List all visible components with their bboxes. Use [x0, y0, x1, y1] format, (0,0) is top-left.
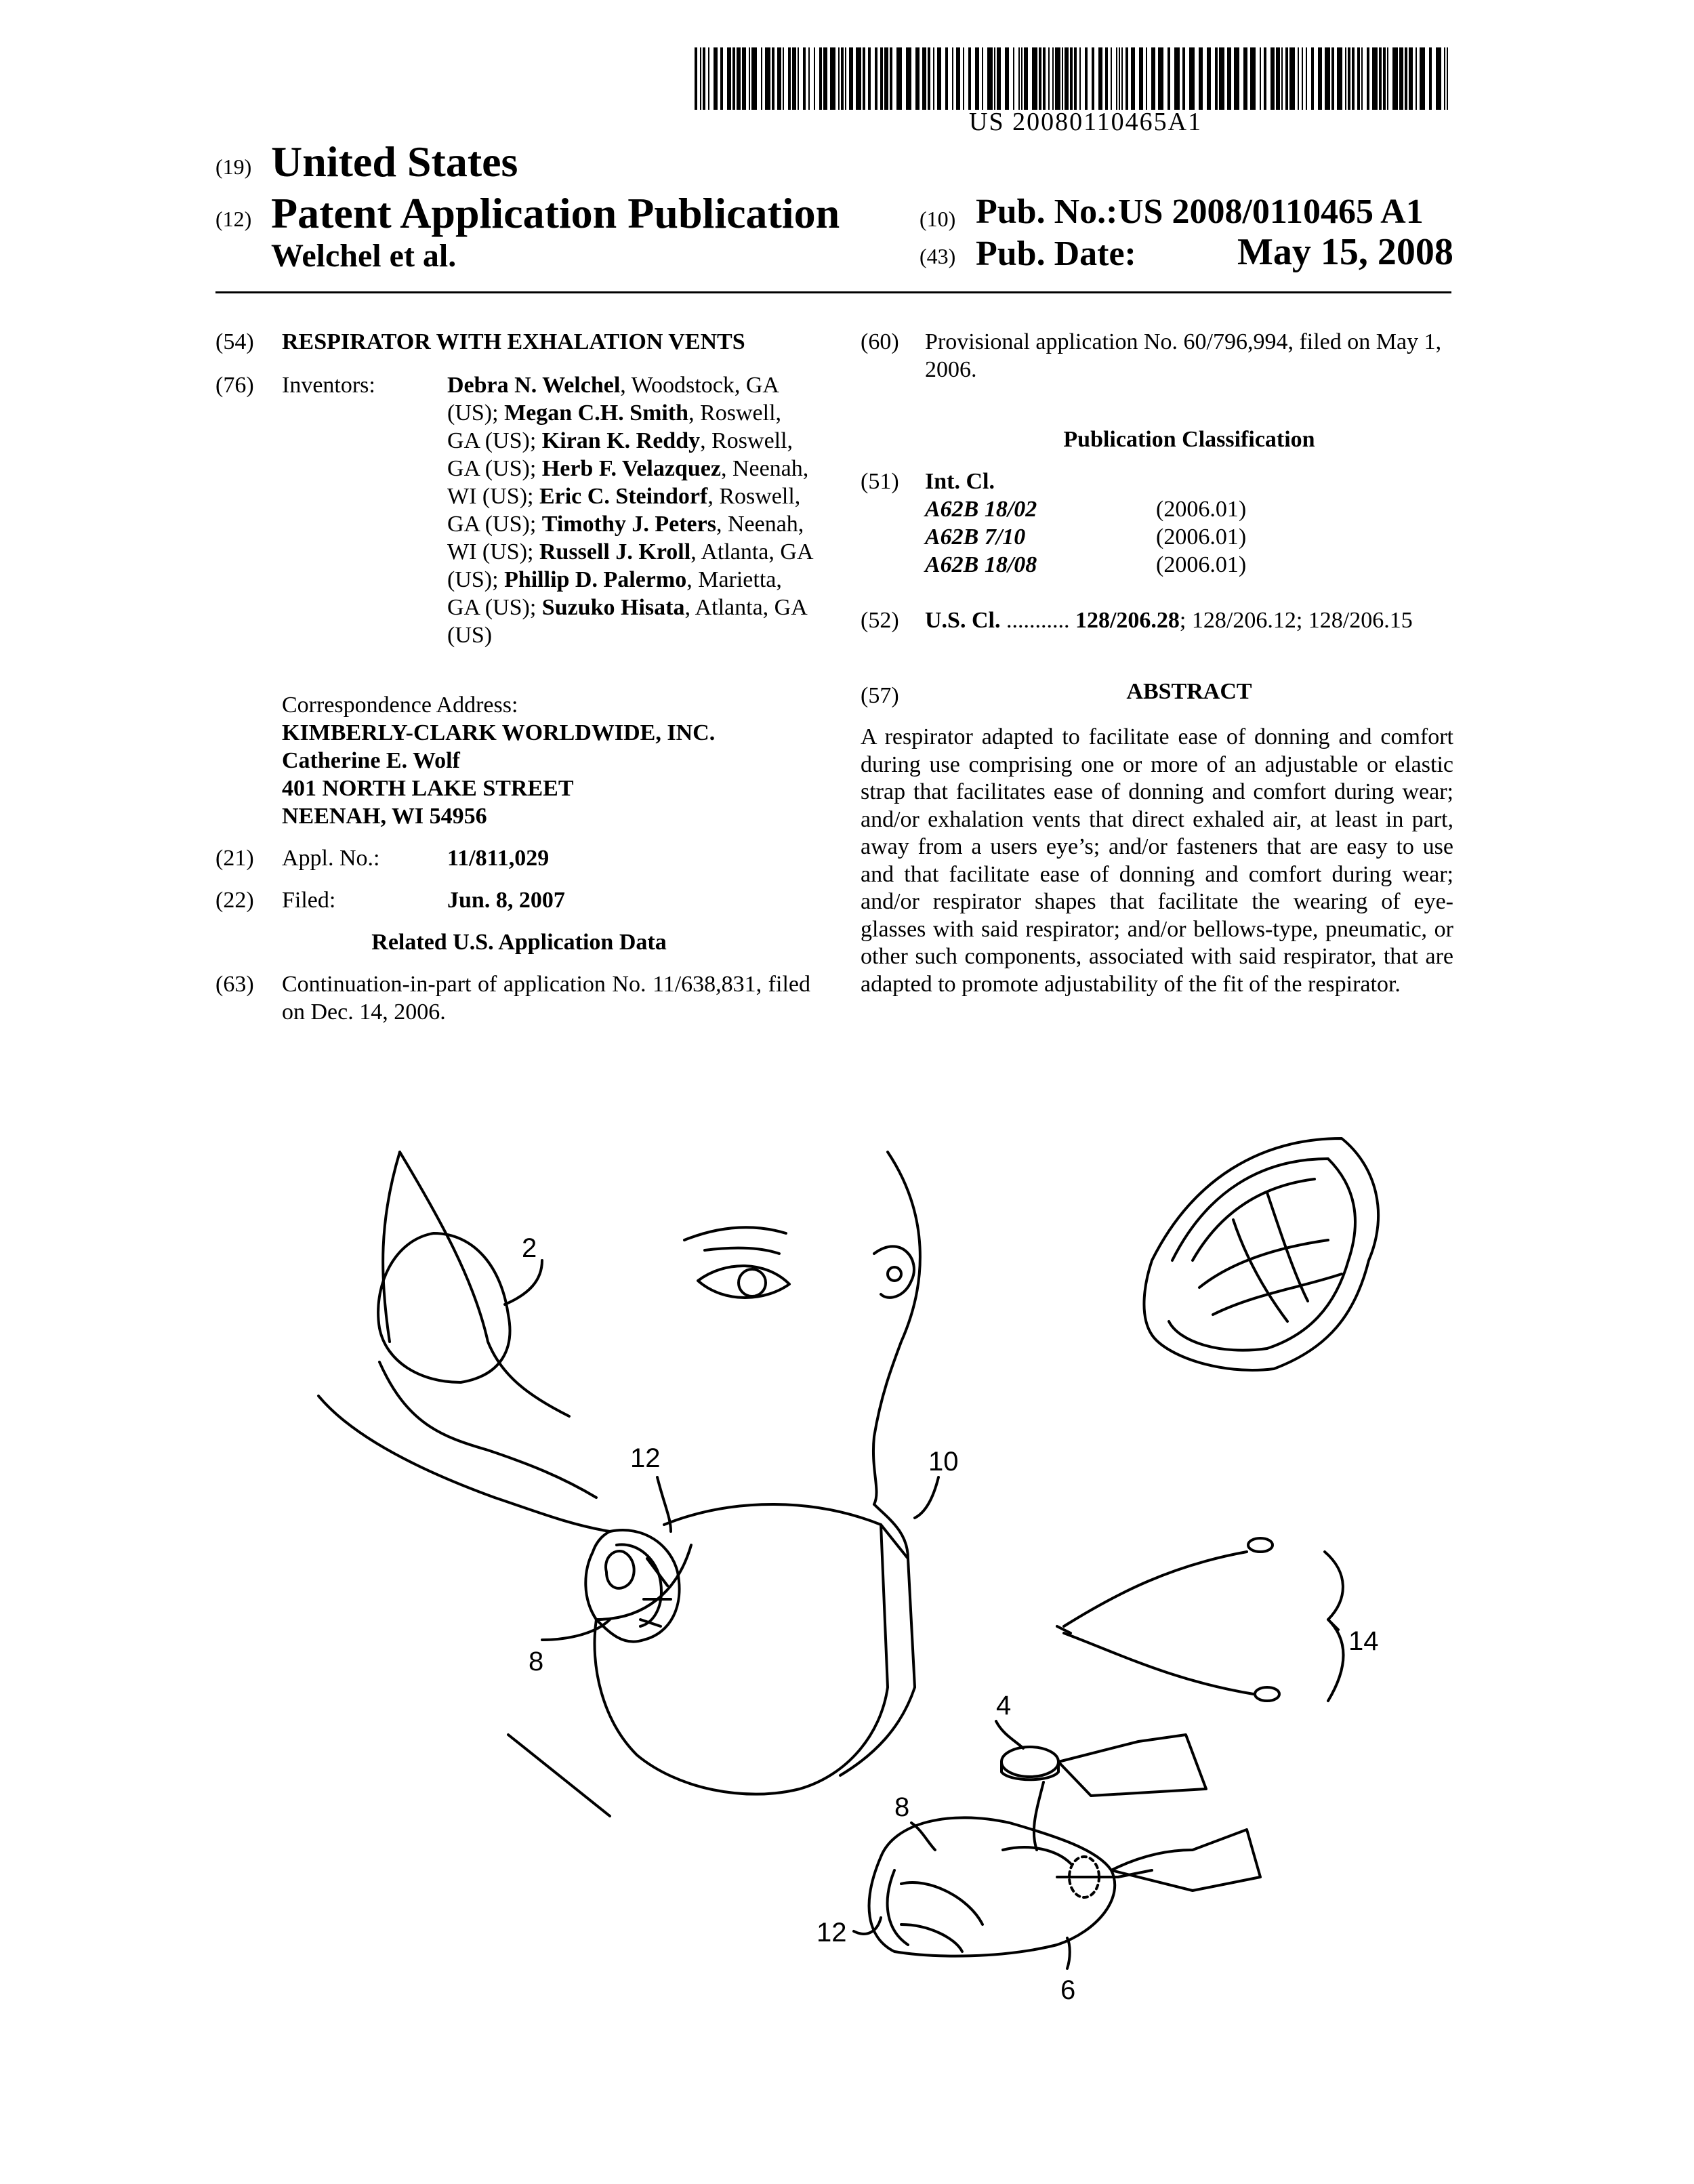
barcode-bar [1032, 47, 1037, 110]
barcode-bar [1337, 47, 1342, 110]
barcode-bar [906, 47, 911, 110]
barcode-bar [1318, 47, 1322, 110]
us-cl-main: 128/206.28 [1075, 608, 1180, 633]
pub-date-value: May 15, 2008 [1237, 231, 1453, 273]
inventor-name: Herb F. Velazquez [541, 456, 721, 481]
barcode-bar [1121, 47, 1123, 110]
correspondence-label: Correspondence Address: [282, 693, 518, 718]
barcode-bar [749, 47, 750, 110]
pub-no-value: US 2008/0110465 A1 [1118, 192, 1424, 231]
code-21: (21) [215, 846, 254, 871]
barcode-bar [700, 47, 701, 110]
us-cl-line [925, 606, 1413, 634]
code-51: (51) [861, 469, 899, 494]
inventor-location: , Neenah, WI (US); [447, 456, 809, 509]
barcode-bar [1146, 47, 1147, 110]
barcode-bar [830, 47, 835, 110]
barcode-bar [1070, 47, 1073, 110]
barcode-bar [880, 47, 883, 110]
code-43: (43) [920, 244, 956, 268]
inventor-location: , Atlanta, GA (US) [447, 595, 806, 648]
barcode-bar [772, 47, 774, 110]
inventor-name: Phillip D. Palermo [504, 567, 687, 592]
barcode-bar [1234, 47, 1239, 110]
classification-heading: Publication Classification [1063, 427, 1315, 452]
barcode-bar [814, 47, 815, 110]
barcode-bar [1325, 47, 1330, 110]
barcode-bar [1055, 47, 1060, 110]
code-19: (19) [215, 154, 252, 179]
barcode-bar [1039, 47, 1041, 110]
barcode-bar [1348, 47, 1350, 110]
inventor-name: Timothy J. Peters [541, 512, 716, 537]
barcode-bar [838, 47, 840, 110]
barcode-bar [975, 47, 979, 110]
barcode-bar [1062, 47, 1063, 110]
barcode-bar [1302, 47, 1303, 110]
barcode-bar [1189, 47, 1195, 110]
nose-wire-drawing [1057, 1538, 1344, 1701]
inventors-label: Inventors: [282, 373, 375, 398]
inventor-location: , Atlanta, GA (US); [447, 539, 812, 592]
barcode-bar [1024, 47, 1028, 110]
barcode-bar [1250, 47, 1256, 110]
barcode-bar [1298, 47, 1299, 110]
barcode-bar [1219, 47, 1224, 110]
barcode-bar [808, 47, 810, 110]
barcode-bar [798, 47, 799, 110]
abstract-text: A respirator adapted to facilitate ease of donning and comfort during use comprising one or more of an adjustable or elastic strap that facilitates ease of donning and comfort during wear; and/or exhalation vents that direct exhaled air, at least in part, away from a users eye’s; and/or fasteners that are easy to use and that facilitate ease of donning and comfort during wear; and/or respirator shapes that facilitate the wearing of eye-glasses with said respirator; and/or bellows-type, pneumatic, or other such components, associated with said respirator, that are adapted to promote adjustability of the fit of the respirator. [861, 724, 1453, 997]
ref-label-4: 4 [996, 1691, 1012, 1721]
authors: Welchel et al. [271, 238, 457, 274]
inventors-list [447, 371, 813, 649]
barcode-bar [1182, 47, 1185, 110]
pub-no-label: Pub. No.: [976, 192, 1118, 231]
int-cl-1: A62B 18/02 [925, 497, 1037, 522]
continuation-text: Continuation-in-part of application No. 11/638,831, filed on Dec. 14, 2006. [282, 972, 810, 1025]
barcode-bar [1021, 47, 1022, 110]
barcode-bar [783, 47, 784, 110]
barcode-bar [1416, 47, 1417, 110]
barcode-bar [956, 47, 960, 110]
barcode-bar [963, 47, 964, 110]
us-cl-label: U.S. Cl. [925, 608, 1001, 633]
barcode-bar [803, 47, 806, 110]
inventor-name: Russell J. Kroll [539, 539, 691, 564]
barcode-bar [997, 47, 1001, 110]
us-cl-dots: ........... [1006, 608, 1070, 633]
filed-value: Jun. 8, 2007 [447, 888, 565, 913]
inventor-name: Eric C. Steindorf [539, 484, 708, 509]
int-cl-1-year: (2006.01) [1156, 497, 1247, 522]
barcode-bar [1357, 47, 1360, 110]
barcode-bar [1379, 47, 1382, 110]
barcode-bar [714, 47, 718, 110]
inventor-location: , Roswell, GA (US); [447, 484, 801, 537]
barcode-bar [1168, 47, 1170, 110]
barcode-bar [1215, 47, 1218, 110]
barcode-bar [1260, 47, 1261, 110]
barcode-bar [1429, 47, 1432, 110]
barcode-bar [896, 47, 902, 110]
barcode-bar [1158, 47, 1163, 110]
barcode-bar [1043, 47, 1046, 110]
barcode-bar [1048, 47, 1050, 110]
inventor-name: Suzuko Hisata [541, 595, 685, 620]
int-cl-2: A62B 7/10 [925, 524, 1026, 550]
barcode-bar [1409, 47, 1413, 110]
barcode-bar [1092, 47, 1094, 110]
barcode-bar [823, 47, 827, 110]
barcode-bar [945, 47, 948, 110]
barcode-bar [788, 47, 791, 110]
folded-mask-drawing [1144, 1138, 1378, 1370]
inventor-location: , Woodstock, GA (US); [447, 373, 779, 426]
inventor-name: Megan C.H. Smith [504, 400, 689, 426]
barcode-bar [849, 47, 853, 110]
ref-label-8: 8 [529, 1647, 544, 1676]
barcode-bar [1345, 47, 1346, 110]
barcode-bar [922, 47, 926, 110]
barcode-bar [1074, 47, 1077, 110]
code-76: (76) [215, 373, 254, 398]
barcode-bar [1119, 47, 1120, 110]
barcode-bar [1105, 47, 1108, 110]
barcode-bar [695, 47, 697, 110]
barcode-bar [737, 47, 741, 110]
inventor-location: , Roswell, GA (US); [447, 400, 782, 453]
ref-label-14: 14 [1348, 1626, 1379, 1656]
abstract-heading: ABSTRACT [1126, 679, 1252, 704]
barcode-bar [1270, 47, 1275, 110]
barcode-bar [937, 47, 941, 110]
barcode-bar [777, 47, 781, 110]
int-cl-label: Int. Cl. [925, 469, 995, 494]
code-12: (12) [215, 207, 252, 231]
code-22: (22) [215, 888, 254, 913]
inventor-location: , Neenah, WI (US); [447, 512, 804, 564]
barcode-bar [968, 47, 971, 110]
barcode-bar [994, 47, 995, 110]
barcode-bar [708, 47, 709, 110]
barcode-bar [1383, 47, 1386, 110]
barcode-bar [1065, 47, 1069, 110]
ref-label-12-detail: 12 [817, 1918, 847, 1948]
barcode-bar [1207, 47, 1211, 110]
doc-type: Patent Application Publication [271, 189, 840, 237]
barcode-bar [1018, 47, 1020, 110]
pub-date-label: Pub. Date: [976, 234, 1136, 273]
barcode-bar [915, 47, 920, 110]
barcode-bar [1387, 47, 1388, 110]
corr-line-3: 401 NORTH LAKE STREET [282, 776, 574, 801]
barcode-bar [1243, 47, 1247, 110]
int-cl-2-year: (2006.01) [1156, 524, 1247, 550]
barcode-bar [1306, 47, 1307, 110]
barcode-bar [1085, 47, 1088, 110]
barcode-bar [863, 47, 865, 110]
appl-no-value: 11/811,029 [447, 846, 550, 871]
appl-no-label: Appl. No.: [282, 846, 380, 871]
code-52: (52) [861, 608, 899, 633]
barcode-bar [751, 47, 757, 110]
provisional-text: Provisional application No. 60/796,994, filed on May 1, 2006. [925, 329, 1442, 382]
ref-label-6: 6 [1060, 1975, 1076, 2005]
barcode-bar [742, 47, 746, 110]
barcode-bar [1013, 47, 1014, 110]
head-drawing [318, 1152, 938, 1816]
barcode-bar [1367, 47, 1369, 110]
barcode-bar [1447, 47, 1448, 110]
us-cl-rest: ; 128/206.12; 128/206.15 [1179, 608, 1413, 633]
inventor-location: , Marietta, GA (US); [447, 567, 782, 620]
barcode-bar [1131, 47, 1135, 110]
barcode-bar [1151, 47, 1155, 110]
barcode-bar [1392, 47, 1398, 110]
barcode-bar [1276, 47, 1280, 110]
barcode-bar [1436, 47, 1441, 110]
barcode-bar [727, 47, 731, 110]
code-54: (54) [215, 329, 254, 354]
inventor-name: Kiran K. Reddy [541, 428, 701, 453]
barcode-bar [1399, 47, 1403, 110]
barcode-bar [1227, 47, 1231, 110]
corr-line-1: KIMBERLY-CLARK WORLDWIDE, INC. [282, 720, 716, 745]
barcode-bar [1116, 47, 1117, 110]
invention-title: RESPIRATOR WITH EXHALATION VENTS [282, 329, 745, 354]
barcode-bar [1289, 47, 1295, 110]
ref-label-2: 2 [522, 1233, 537, 1263]
barcode-bar [928, 47, 930, 110]
barcode-bar [703, 47, 705, 110]
barcode-bar [720, 47, 723, 110]
related-heading: Related U.S. Application Data [371, 930, 667, 955]
barcode-bar [1352, 47, 1355, 110]
ref-label-10: 10 [928, 1447, 959, 1477]
barcode-bar [987, 47, 993, 110]
barcode-bar [868, 47, 871, 110]
code-60: (60) [861, 329, 899, 354]
barcode-bar [1444, 47, 1445, 110]
ref-label-8-detail: 8 [894, 1792, 910, 1822]
int-cl-3: A62B 18/08 [925, 552, 1037, 577]
barcode-bar [1005, 47, 1009, 110]
barcode-bar [1199, 47, 1203, 110]
inventor-name: Debra N. Welchel [447, 373, 621, 398]
barcode-bar [845, 47, 846, 110]
country: United States [271, 138, 518, 186]
barcode-bar [1139, 47, 1143, 110]
ref-label-12: 12 [630, 1443, 661, 1473]
barcode-bar [933, 47, 934, 110]
inventor-location: , Roswell, GA (US); [447, 428, 793, 481]
barcode-bar [1281, 47, 1283, 110]
header-divider [215, 291, 1451, 293]
barcode-bar [1311, 47, 1314, 110]
barcode-bar [1264, 47, 1266, 110]
vent-detail-drawing [854, 1721, 1260, 1969]
barcode-bar [732, 47, 735, 110]
barcode-bar [952, 47, 953, 110]
code-63: (63) [215, 972, 254, 997]
int-cl-3-year: (2006.01) [1156, 552, 1247, 577]
barcode-bar [841, 47, 844, 110]
barcode-bar [1111, 47, 1112, 110]
filed-label: Filed: [282, 888, 336, 913]
barcode-bar [1372, 47, 1378, 110]
barcode-bar [1079, 47, 1081, 110]
barcode-bar [1174, 47, 1180, 110]
patent-figure [0, 1057, 1694, 2182]
barcode-bar [819, 47, 822, 110]
barcode-bar [1285, 47, 1288, 110]
code-57: (57) [861, 683, 899, 708]
barcode-bar [761, 47, 762, 110]
corr-line-2: Catherine E. Wolf [282, 748, 460, 773]
barcode-bar [1405, 47, 1407, 110]
corr-line-4: NEENAH, WI 54956 [282, 804, 487, 829]
barcode-number: US 20080110465A1 [969, 108, 1203, 136]
barcode-bar [856, 47, 861, 110]
barcode-bar [1098, 47, 1102, 110]
barcode-bar [1331, 47, 1334, 110]
barcode-bar [792, 47, 796, 110]
barcode [695, 47, 1453, 110]
barcode-bar [875, 47, 877, 110]
barcode-bar [1361, 47, 1363, 110]
barcode-bar [1125, 47, 1128, 110]
barcode-bar [1052, 47, 1054, 110]
code-10: (10) [920, 207, 956, 231]
barcode-bar [890, 47, 892, 110]
barcode-bar [884, 47, 888, 110]
barcode-bar [1420, 47, 1425, 110]
barcode-bar [982, 47, 983, 110]
barcode-bar [765, 47, 770, 110]
